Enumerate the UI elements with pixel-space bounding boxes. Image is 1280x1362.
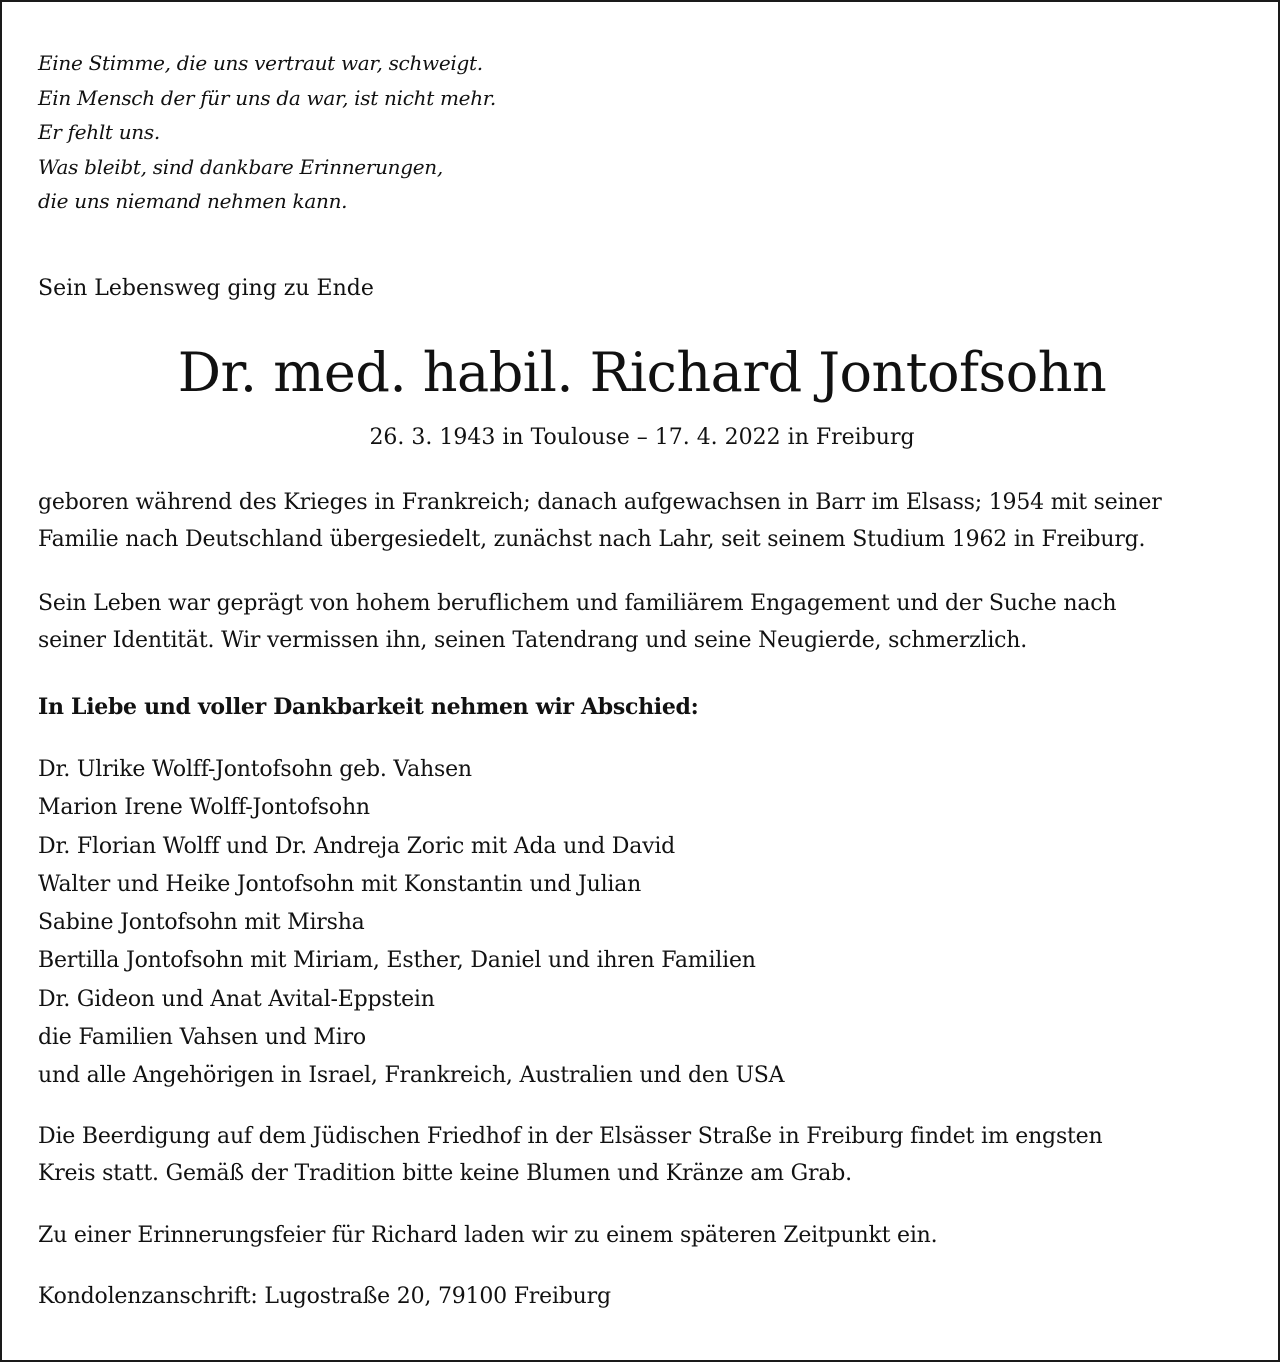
mourner-entry: Marion Irene Wolff-Jontofsohn [38, 795, 370, 821]
mourner-entry: die Familien Vahsen und Miro [38, 1025, 366, 1051]
poem [38, 46, 496, 219]
poem-line: Er fehlt uns. [38, 120, 160, 144]
paragraph-line: Kreis statt. Gemäß der Tradition bitte keine Blumen und Kränze am Grab. [38, 1161, 852, 1186]
poem-line: Ein Mensch der für uns da war, ist nicht mehr. [38, 85, 496, 110]
mourner-entry: Bertilla Jontofsohn mit Miriam, Esther, Daniel und ihren Familien [38, 948, 756, 974]
paragraph-line: Die Beerdigung auf dem Jüdischen Friedhof in der Elsässer Straße in Freiburg findet im engsten [38, 1124, 1103, 1149]
intro-line: Sein Lebensweg ging zu Ende [38, 276, 374, 301]
condolence-address: Kondolenzanschrift: Lugostraße 20, 79100 Freiburg [38, 1284, 611, 1309]
memorial-note: Zu einer Erinnerungsfeier für Richard laden wir zu einem späteren Zeitpunkt ein. [38, 1223, 938, 1248]
mourners-list [38, 751, 784, 1096]
farewell-heading: In Liebe und voller Dankbarkeit nehmen wir Abschied: [38, 694, 699, 720]
mourner-entry: Walter und Heike Jontofsohn mit Konstantin und Julian [38, 871, 642, 897]
mourner-entry: Sabine Jontofsohn mit Mirsha [38, 910, 365, 936]
mourner-entry: und alle Angehörigen in Israel, Frankreich, Australien und den USA [38, 1063, 785, 1089]
mourner-entry: Dr. Gideon und Anat Avital-Eppstein [38, 986, 435, 1012]
character-paragraph [38, 585, 1250, 659]
paragraph-line: Sein Leben war geprägt von hohem beruflichem und familiärem Engagement und der Suche nach [38, 591, 1117, 616]
life-dates: 26. 3. 1943 in Toulouse – 17. 4. 2022 in Freiburg [369, 425, 915, 450]
biography-paragraph [38, 484, 1250, 558]
deceased-name: Dr. med. habil. Richard Jontofsohn [177, 341, 1107, 404]
mourner-entry: Dr. Florian Wolff und Dr. Andreja Zoric mit Ada und David [38, 833, 676, 859]
funeral-paragraph [38, 1118, 1250, 1192]
poem-line: die uns niemand nehmen kann. [38, 189, 348, 213]
paragraph-line: Familie nach Deutschland übergesiedelt, zunächst nach Lahr, seit seinem Studium 1962 in Freiburg. [38, 527, 1146, 552]
paragraph-line: geboren während des Krieges in Frankreich; danach aufgewachsen in Barr im Elsass; 1954 mit seiner [38, 490, 1162, 515]
mourner-entry: Dr. Ulrike Wolff-Jontofsohn geb. Vahsen [38, 757, 472, 782]
paragraph-line: seiner Identität. Wir vermissen ihn, seinen Tatendrang und seine Neugierde, schmerzlich. [38, 628, 1028, 653]
poem-line: Eine Stimme, die uns vertraut war, schweigt. [38, 51, 483, 75]
poem-line: Was bleibt, sind dankbare Erinnerungen, [38, 154, 443, 179]
